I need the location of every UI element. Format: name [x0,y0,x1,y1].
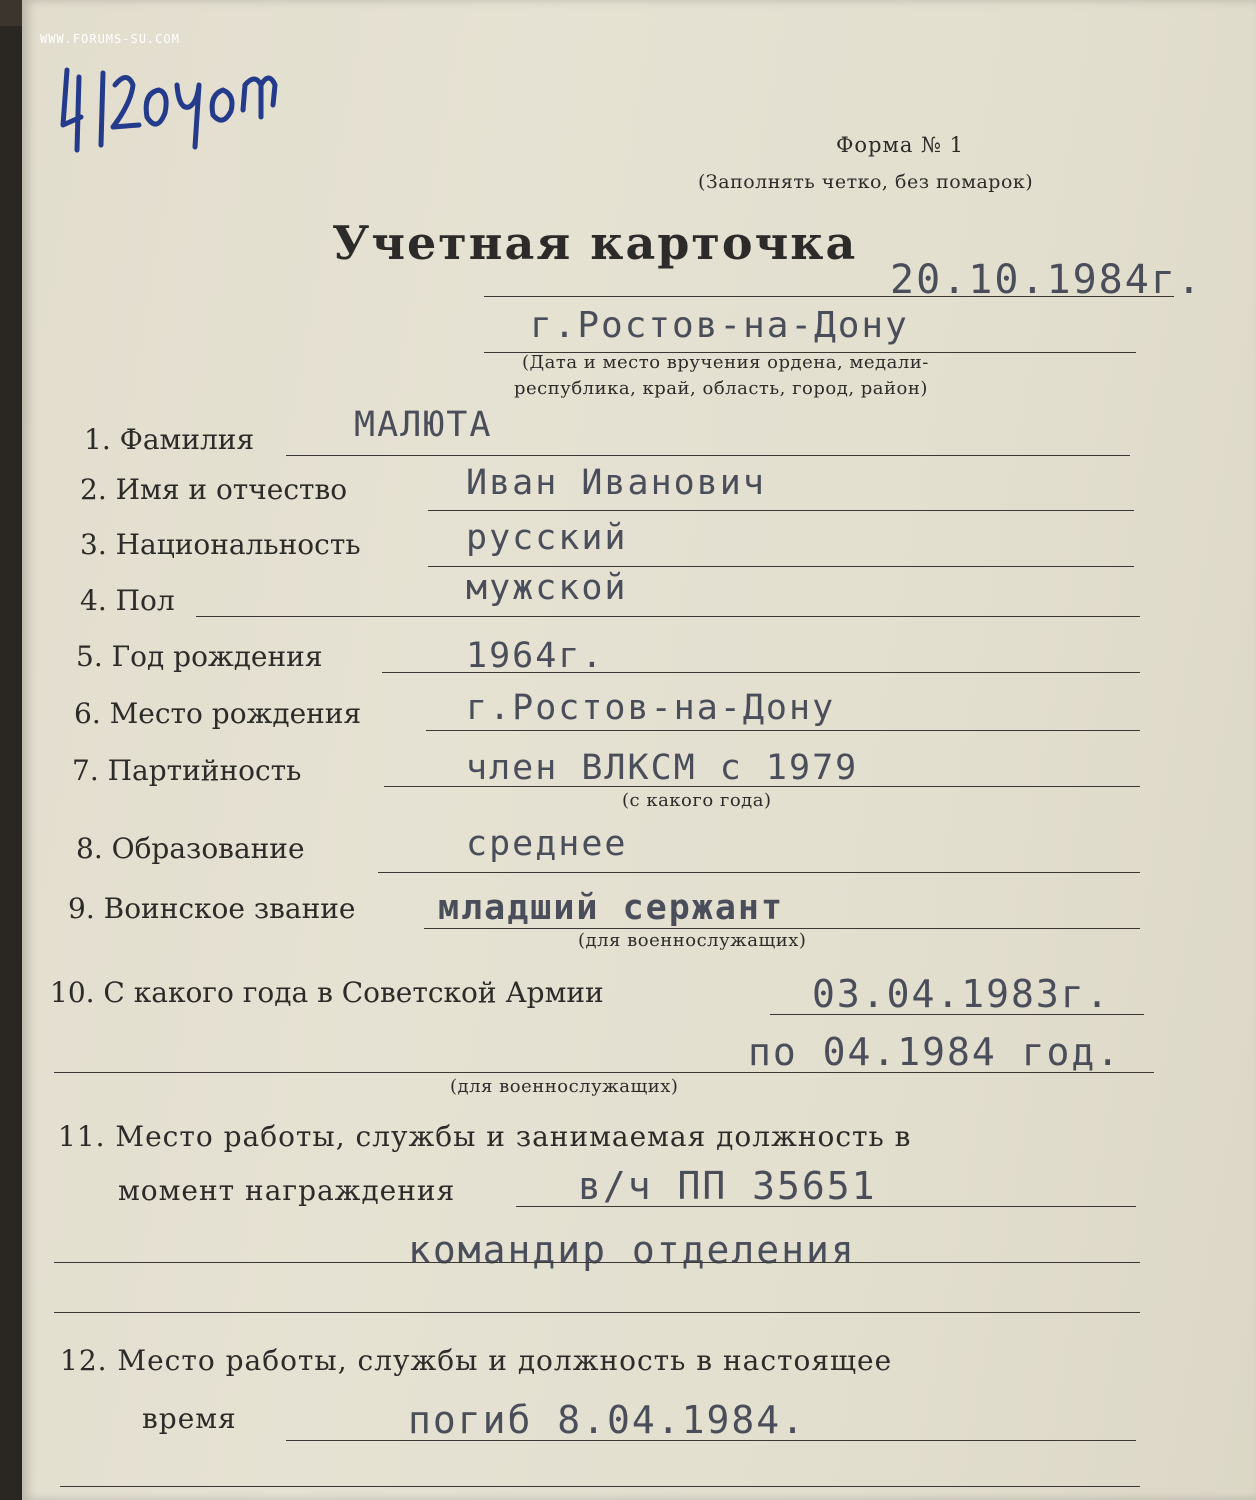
field-value-position: командир отделения [408,1228,856,1272]
card-title: Учетная карточка [332,216,858,270]
field-label-workplace-cont: момент награждения [118,1174,456,1207]
field-line-birth-place [426,730,1140,731]
field-value-surname: МАЛЮТА [354,405,493,445]
field-label-name: 2. Имя и отчество [80,473,348,506]
field-label-birth-place: 6. Место рождения [74,697,362,730]
field-line-party [384,786,1140,787]
field-label-army-since: 10. С какого года в Советской Армии [50,976,604,1009]
award-date: 20.10.1984г. [890,257,1203,303]
field-line-sex [196,616,1140,617]
handwritten-note [55,55,285,165]
field-value-army-since: 03.04.1983г. [812,972,1111,1016]
field-value-sex: мужской [466,568,628,608]
field-line-army-since [770,1014,1144,1015]
field-line-current-extra [60,1486,1140,1487]
award-place: г.Ростов-на-Дону [530,305,909,346]
watermark: WWW.FORUMS-SU.COM [40,32,180,46]
field-caption-army: (для военнослужащих) [450,1076,679,1097]
field-line-birth-year [382,672,1140,673]
field-label-party: 7. Партийность [72,754,302,787]
award-caption-line2: республика, край, область, город, район) [514,378,928,399]
field-line-name [428,510,1134,511]
field-value-army-until: по 04.1984 год. [748,1030,1122,1074]
fill-instruction: (Заполнять четко, без помарок) [698,171,1034,193]
field-line-workplace [516,1206,1136,1207]
field-caption-rank: (для военнослужащих) [578,930,807,951]
field-value-nationality: русский [466,518,628,558]
field-label-education: 8. Образование [76,832,305,865]
field-line-army-until [54,1072,1154,1073]
field-line-surname [286,455,1130,456]
field-line-current [286,1440,1136,1441]
field-line-workplace-extra [54,1312,1140,1313]
field-value-education: среднее [466,824,628,864]
field-line-nationality [428,566,1134,567]
field-value-party: член ВЛКСМ с 1979 [466,748,859,788]
field-label-workplace: 11. Место работы, службы и занимаемая должность в [58,1120,912,1153]
field-label-birth-year: 5. Год рождения [76,640,323,673]
field-value-birth-place: г.Ростов-на-Дону [466,688,836,728]
field-value-workplace: в/ч ПП 35651 [578,1164,877,1208]
field-line-position [54,1262,1140,1263]
field-value-name: Иван Иванович [466,463,766,503]
award-caption-line1: (Дата и место вручения ордена, медали- [522,352,929,373]
field-label-surname: 1. Фамилия [84,423,255,456]
field-value-birth-year: 1964г. [466,636,605,676]
award-date-line [484,296,1174,297]
field-value-current: погиб 8.04.1984. [408,1398,807,1442]
field-line-rank [424,928,1140,929]
field-label-rank: 9. Воинское звание [68,892,356,925]
form-number: Форма № 1 [836,133,964,157]
field-label-sex: 4. Пол [80,584,175,617]
field-label-current: 12. Место работы, службы и должность в настоящее [60,1344,893,1377]
field-value-rank: младший сержант [438,888,785,928]
field-label-nationality: 3. Национальность [80,528,361,561]
field-label-current-cont: время [142,1402,237,1435]
field-line-education [378,872,1140,873]
field-caption-party: (с какого года) [622,790,772,811]
